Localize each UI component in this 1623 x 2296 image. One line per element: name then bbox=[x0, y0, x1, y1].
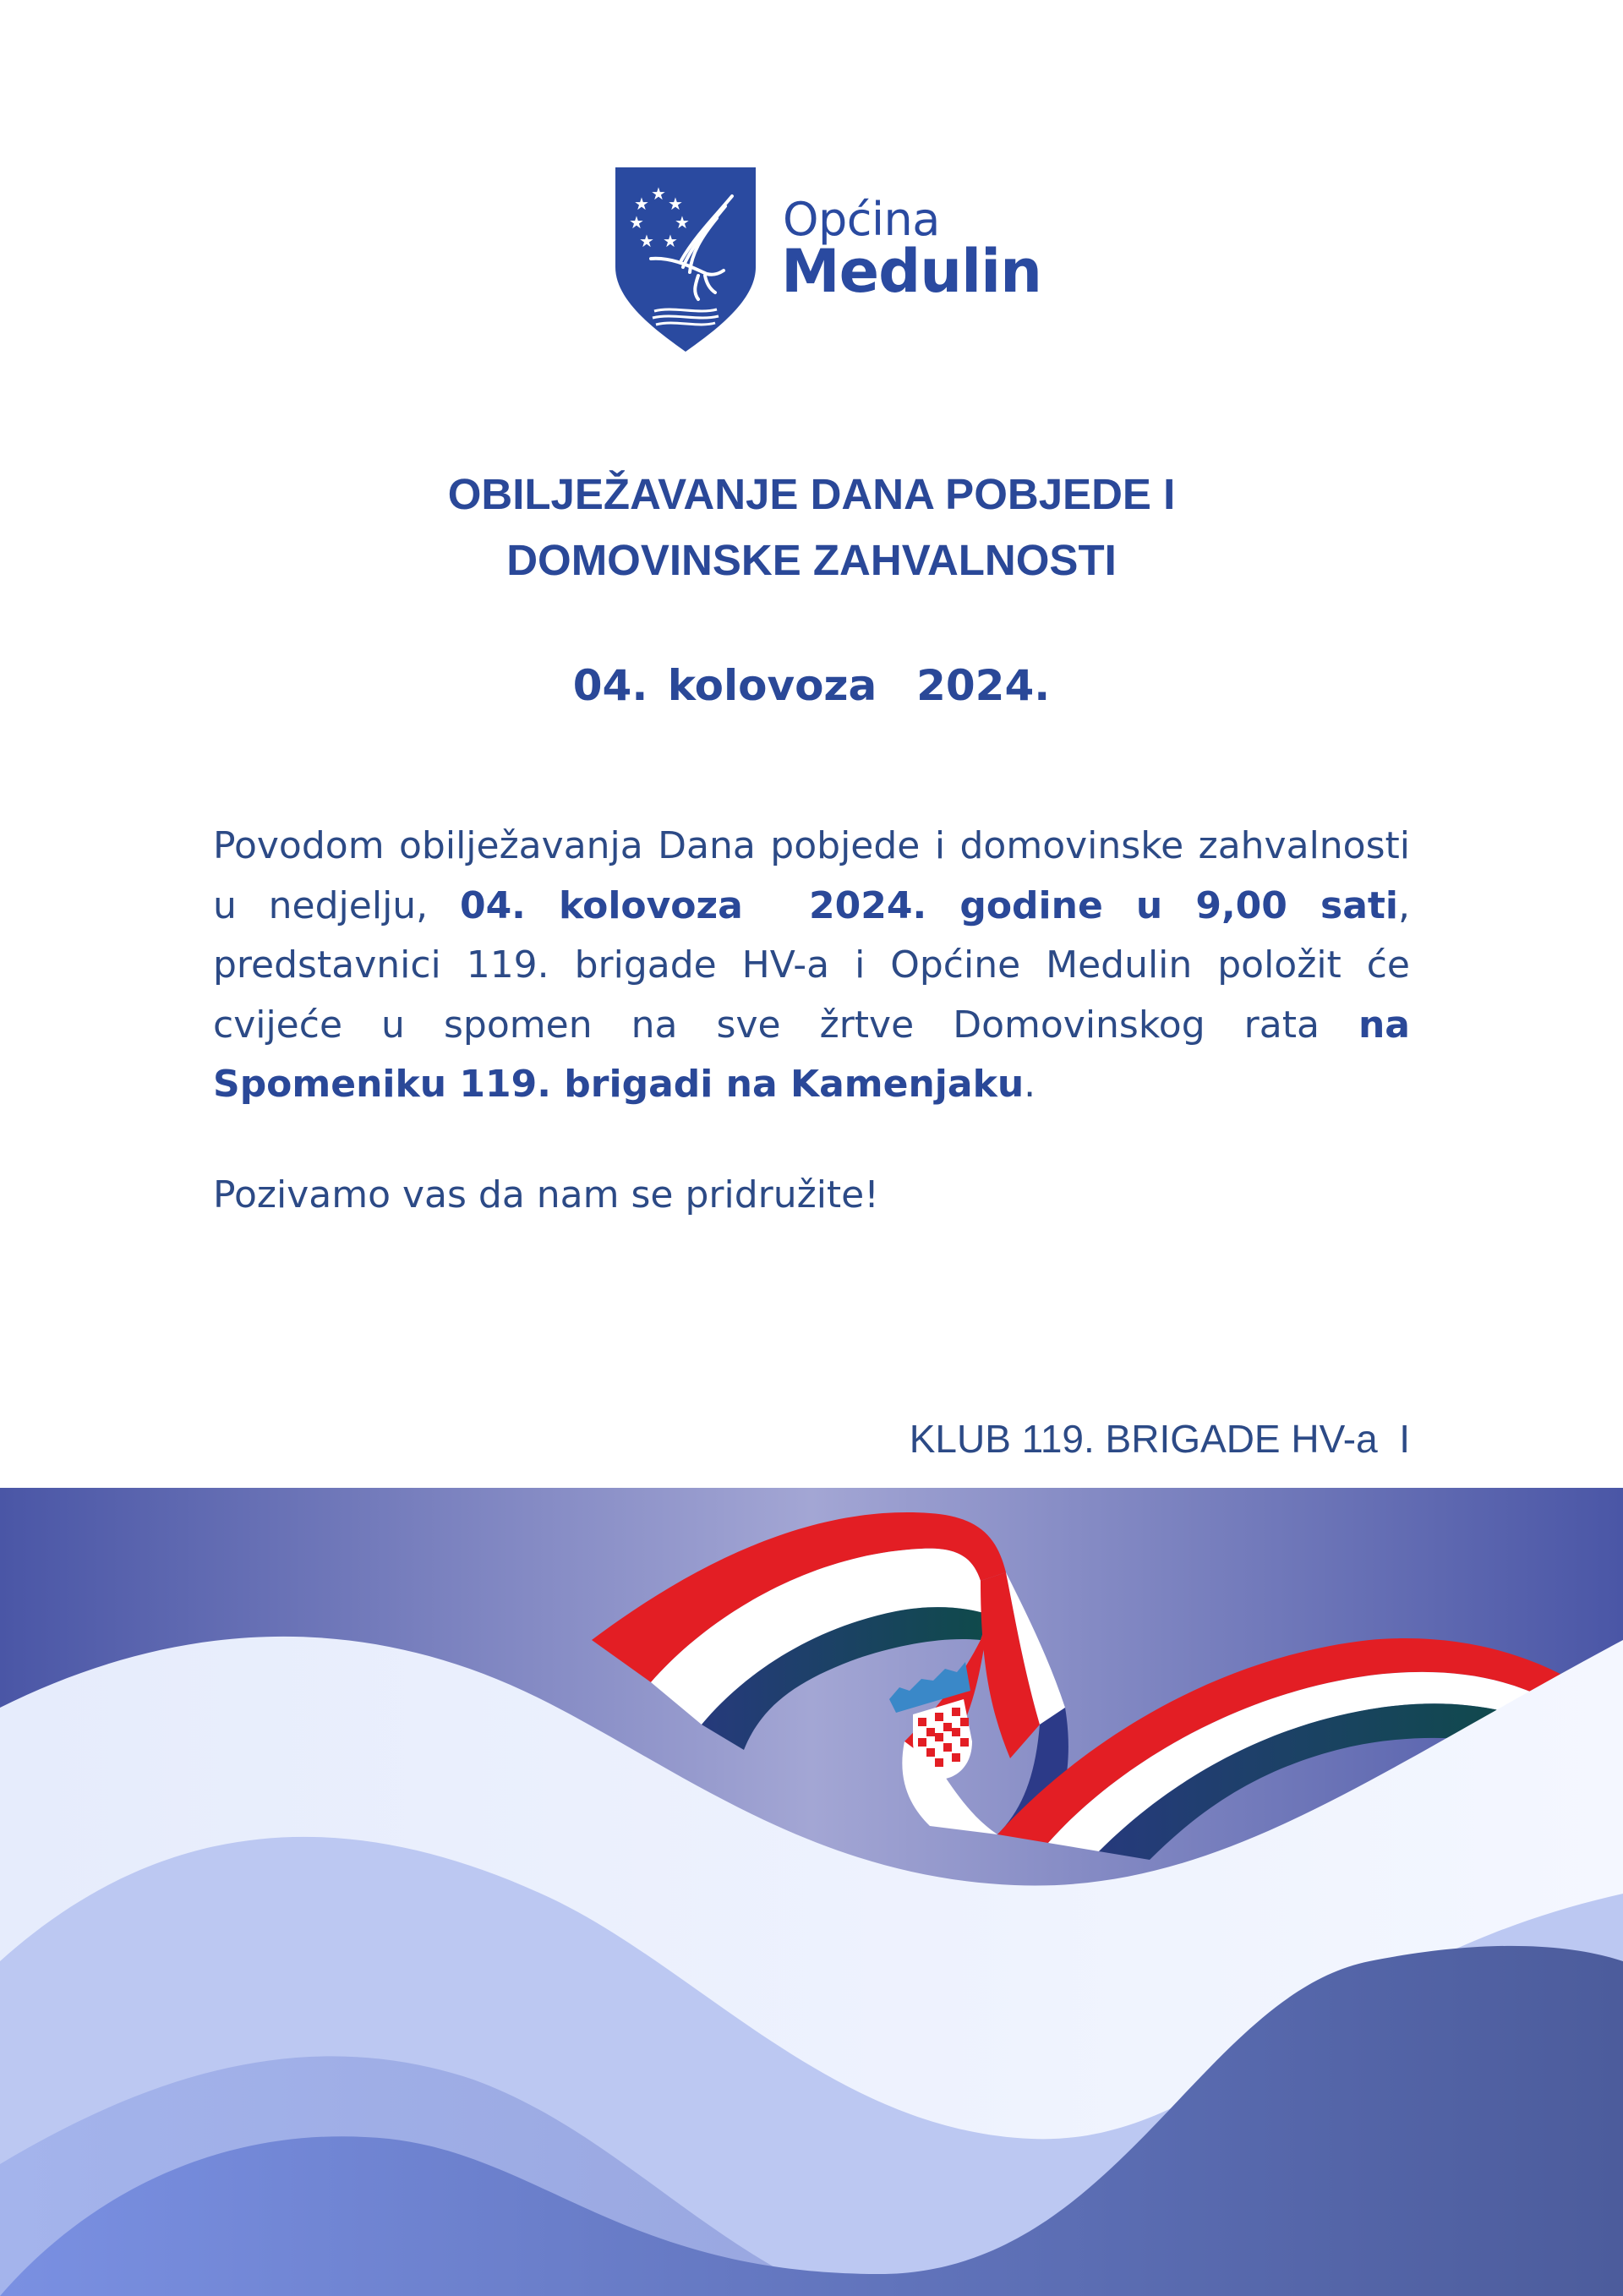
body-text-1: Povodom obilježavanja Dana pobjede i domovinske zahvalnosti u nedjelju, bbox=[213, 824, 1434, 927]
svg-text:★: ★ bbox=[663, 231, 678, 251]
svg-text:★: ★ bbox=[651, 183, 666, 204]
logo-text-opcina: Općina bbox=[783, 193, 940, 246]
title-line-1: OBILJEŽAVANJE DANA POBJEDE I bbox=[447, 470, 1176, 518]
body-bold-location: na Spomeniku 119. brigadi na Kamenjaku bbox=[213, 1003, 1436, 1106]
signature-line-1: KLUB 119. BRIGADE HV-a I bbox=[909, 1417, 1410, 1461]
body-text-3: . bbox=[1024, 1063, 1036, 1106]
body-bold-datetime: 04. kolovoza 2024. godine u 9,00 sati bbox=[459, 883, 1398, 927]
page-title bbox=[0, 462, 1623, 593]
invitation-text: Pozivamo vas da nam se pridružite! bbox=[213, 1173, 879, 1216]
svg-text:★: ★ bbox=[668, 194, 683, 214]
municipality-logo bbox=[614, 166, 1041, 353]
svg-text:★: ★ bbox=[629, 212, 644, 232]
svg-text:★: ★ bbox=[634, 194, 649, 214]
body-paragraph bbox=[213, 817, 1436, 1115]
coat-of-arms-icon bbox=[614, 166, 757, 353]
event-date: 04. kolovoza 2024. bbox=[572, 661, 1051, 710]
title-line-2: DOMOVINSKE ZAHVALNOSTI bbox=[506, 536, 1117, 584]
svg-text:★: ★ bbox=[639, 231, 654, 251]
body-text-2: , predstavnici 119. brigade HV-a i Općine Medulin položit će cvijeće u spomen na sve žrtve Domovinskog rata bbox=[213, 883, 1422, 1047]
logo-text-medulin: Medulin bbox=[781, 237, 1041, 306]
decorative-wave-banner bbox=[0, 1488, 1623, 2296]
svg-text:★: ★ bbox=[675, 212, 690, 232]
